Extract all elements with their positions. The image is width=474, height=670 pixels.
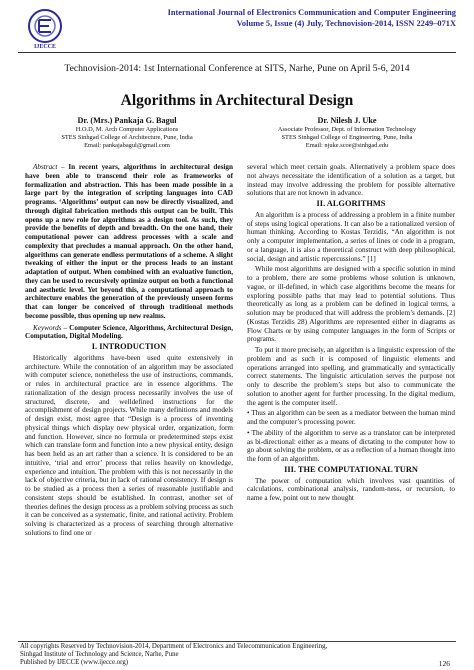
page-number: 126 [438, 659, 450, 668]
abstract-label: Abstract – [33, 163, 65, 171]
author-name: Dr. (Mrs.) Pankaja G. Bagul [77, 116, 177, 125]
author-position: Associate Professor, Dept. of Information Technology [277, 126, 417, 133]
footer-publisher: Published by IJECCE (www.ijecce.org) [20, 659, 128, 667]
keywords [25, 324, 233, 342]
left-column [25, 163, 233, 540]
paragraph: An algorithm is a process of addressing a problem in a finite number of steps using logical operations. It can also be a rationalized version of human thinking. According to Kostas Terzidis, “An algorithm is not only a computer implementation, a series of lines or code in a program, or a language, it is also a theoretical construct with deep philosophical, social, design and artistic repercussions.” [1] [247, 210, 455, 263]
paragraph: several which meet certain goals. Alternatively a problem space does not always necessitate the identification of a solution as a target, but instead may involve addressing the problem for possible alternative solutions that are not known in advance. [247, 163, 455, 198]
author-position: H.O.D, M. Arch Computer Applications [75, 126, 179, 133]
journal-logo-icon [20, 6, 70, 58]
author-block-2 [242, 116, 452, 151]
bullet-item: • The ability of the algorithm to serve as a translator can be interpreted as bi-directional: either as a means of dictating to the computer how to go about solving the problem, or as a reflection of a human thought into the form of an algorithm. [247, 428, 455, 463]
keywords-text: Computer Science, Algorithms, Architectural Design, Computation, Digital Modeling. [25, 323, 233, 341]
section-heading-algorithms: II. ALGORITHMS [316, 199, 386, 208]
footer-copyright: All copyrights Reserved by Technovision-2014, Department of Electronics and Telecommunication Engineering, [20, 643, 328, 650]
header-rule [18, 52, 456, 53]
author-affiliation: STES Sinhgad College of Engineering, Pune, India [281, 134, 413, 142]
paper-title: Algorithms in Architectural Design [120, 92, 354, 109]
logo-text: IJECCE [33, 44, 56, 50]
footer-rule [18, 641, 456, 642]
journal-logo [20, 6, 70, 58]
footer [20, 643, 420, 668]
journal-name: International Journal of Electronics Communication and Computer Engineering [167, 8, 456, 17]
journal-header [96, 8, 456, 29]
author-email: Email: pankajabagul@gmail.com [84, 142, 170, 150]
paragraph: While most algorithms are designed with a specific solution in mind to a problem, there are some problems whose solution is unknown, vague, or ill-defined, in which case algorithms become the means for exploring possible paths that may lead to potential solutions. Thus theoretically as long as a problem can be defined in logical terms, a solution may be produced that will address the problem’s demands. [2] (Kostas Terzidis 28) Algorithms are represented either in diagrams as Flow Charts or by using computer languages in the form of Scripts or programs. [247, 265, 455, 344]
section-heading-computational-turn: III. THE COMPUTATIONAL TURN [284, 464, 418, 474]
right-column [247, 163, 455, 505]
abstract [25, 163, 233, 321]
paragraph: The power of computation which involves vast quantities of calculations, combinational analysis, random-ness, or recursion, to name a few, point out to new thought [247, 476, 455, 502]
keywords-label: Keywords – [33, 323, 68, 332]
section-heading-introduction: I. INTRODUCTION [91, 342, 167, 351]
author-block-1 [22, 116, 232, 151]
author-affiliation: STES Sinhgad College of Architecture, Pune, India [61, 134, 193, 142]
paragraph: To put it more precisely, an algorithm is a linguistic expression of the problem and as such it is composed of linguistic elements and operations arranged into spelling, and grammatically and syntactically correct statements. The linguistic articulation serves the purpose not only to describe the problem’s steps but also to communicate the solution to another agent for further processing. In the digital medium, the agent is the computer itself. [247, 346, 455, 407]
footer-institute: Sinhgad Institute of Technology and Science, Narhe, Pune [20, 651, 179, 659]
abstract-text: In recent years, algorithms in architectural design have been able to transcend their role as frameworks of formalization and abstraction. This has been made possible in a large part by the integration of scripting languages into CAD programs. ‘Algorithms’ output can now be directly visualized, and through digital fabrication methods this output can be built. This opens up a new role for algorithms as a design tool. As such, they provide the benefits of depth and breadth. On the one hand, their computational power can address processes with a scale and complexity that precludes a manual approach. On the other hand, algorithms can generate endless permutations of a scheme. A slight tweaking of either the input or the process leads to an instant adaptation of output. When combined with an evaluative function, they can be used to recursively optimize output on both a functional and aesthetic level. Yet beyond this, a computational approach to architecture enables the generation of the previously unseen forms that can longer be conceived of through traditional methods become possible, thus opening up new realms. [25, 163, 234, 320]
author-name: Dr. Nilesh J. Uke [317, 116, 377, 125]
conference-line: Technovision-2014: 1st International Conference at SITS, Narhe, Pune on April 5-6, 2014 [64, 63, 410, 74]
journal-volume: Volume 5, Issue (4) July, Technovision-2014, ISSN 2249–071X [236, 18, 456, 28]
paragraph: Historically algorithms have-been used quite extensively in architecture. While the connotation of an algorithm may be associated with computer science, nonetheless the use of instructions, commands, or rules in architectural practice are in essence algorithms. The rationalization of the design process necessarily involves the use of structured, discrete, and welldefined instructions for the accomplishment of design projects. While many definitions and models of design exist, most agree that “Design is a process of inventing physical things which display new physical order, organization, form and function. However, since no formula or predetermined steps exist which can translate form and function into a new physical entity, design has been held as an art rather than a science. It is considered to be an intuitive, ‘trial and error’ process that relies heavily on knowledge, experience and intuition. The problem with this is not necessarily in the lack of objective criteria, but in lack of rational consistency. If design is to be studied as a process then a series of reasonable justifiable and consistent steps should be established. In contrast, another set of theories defines the design process as a problem solving process as such it can be conceived as a systematic, finite, and rational activity. Problem solving is characterized as a process of searching through alternative solutions to find one or [25, 353, 233, 537]
author-email: Email: njuke.scoe@sinhgad.edu [305, 142, 389, 150]
bullet-item: • Thus an algorithm can be seen as a mediator between the human mind and the computer’s processing power. [247, 409, 455, 426]
